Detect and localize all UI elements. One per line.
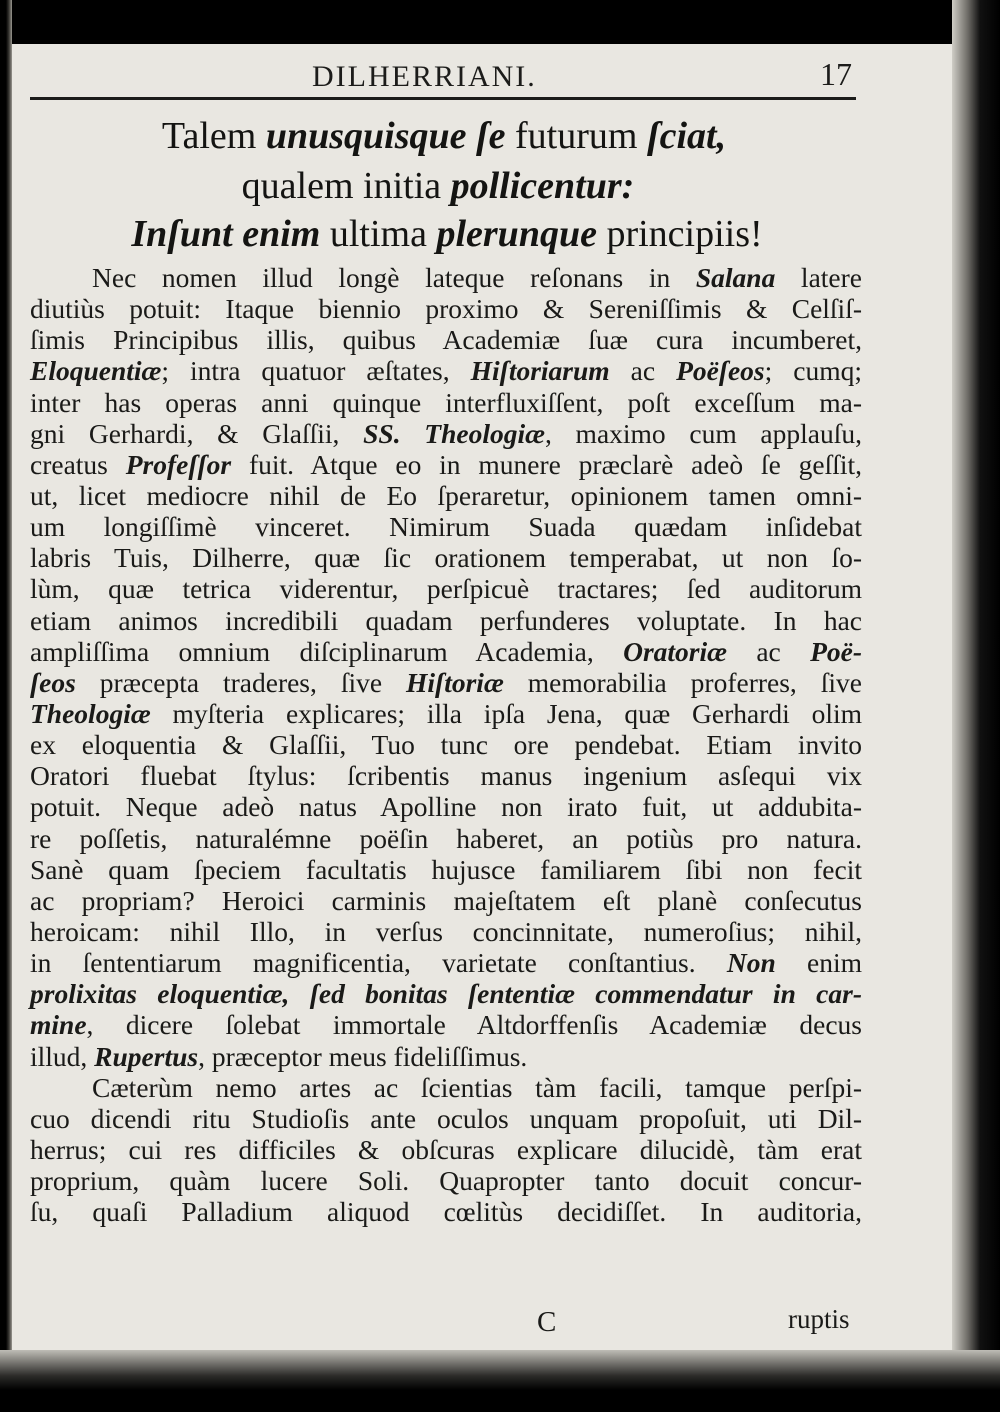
text-run: labris Tuis, Dilherre, quæ ſic orationem temperabat, ut non ſo- bbox=[30, 542, 862, 574]
text-line bbox=[30, 823, 862, 854]
text-run: creatus bbox=[30, 448, 126, 480]
text-run: principiis! bbox=[596, 213, 763, 255]
text-line bbox=[30, 1072, 862, 1103]
text-run: proprium, quàm lucere Soli. Quapropter tanto docuit concur- bbox=[30, 1165, 862, 1197]
text-run: re poſſetis, naturalémne poëſin haberet, an potiùs pro natura. bbox=[30, 822, 862, 854]
text-line bbox=[30, 760, 862, 791]
italic-run: Salana bbox=[695, 262, 776, 293]
italic-run: Poëſeos bbox=[676, 355, 765, 387]
text-line bbox=[30, 1009, 862, 1040]
text-line bbox=[30, 978, 862, 1009]
text-run: , præceptor meus fideliſſimus. bbox=[198, 1040, 528, 1072]
text-run: Sanè quam ſpeciem facultatis hujusce familiarem ſibi non fecit bbox=[30, 853, 862, 885]
running-head: DILHERRIANI. bbox=[312, 60, 537, 93]
text-line bbox=[30, 418, 862, 449]
text-run: enim bbox=[775, 947, 862, 979]
text-run: ac bbox=[727, 635, 811, 667]
text-line bbox=[30, 1196, 862, 1227]
scan-border-top bbox=[0, 0, 1000, 44]
text-line bbox=[30, 698, 862, 729]
text-line bbox=[30, 1103, 862, 1134]
text-run: ſimis Principibus illis, quibus Academiæ ſuæ cura incumberet, bbox=[30, 324, 862, 356]
text-run: cuo dicendi ritu Studioſis ante oculos unquam propoſuit, uti Dil- bbox=[30, 1102, 862, 1134]
text-line bbox=[30, 542, 862, 573]
text-line bbox=[30, 605, 862, 636]
italic-run: Poë- bbox=[810, 635, 862, 667]
italic-run: pollicentur: bbox=[450, 165, 635, 207]
text-run: ; intra quatuor æſtates, bbox=[161, 355, 471, 387]
text-run: ex eloquentia & Glaſſii, Tuo tunc ore pendebat. Etiam invito bbox=[30, 729, 862, 761]
text-line bbox=[30, 511, 862, 542]
scan-border-bottom bbox=[0, 1350, 1000, 1412]
text-line bbox=[30, 449, 862, 480]
text-run: Nec nomen illud longè lateque reſonans in bbox=[92, 262, 696, 293]
signature-mark: C bbox=[537, 1306, 557, 1338]
italic-run: ſciat, bbox=[646, 115, 727, 157]
text-line bbox=[30, 947, 862, 978]
italic-run: Non bbox=[726, 947, 776, 979]
text-run: ſu, quaſi Palladium aliquod cœlitùs decidiſſet. In auditoria, bbox=[30, 1196, 862, 1228]
text-run: gni Gerhardi, & Glaſſii, bbox=[30, 417, 364, 449]
text-run: ut, licet mediocre nihil de Eo ſperaretur, opinionem tamen omni- bbox=[30, 479, 862, 511]
italic-run: Hiſtoriæ bbox=[406, 666, 504, 698]
text-run: fuit. Atque eo in munere præclarè adeò ſe geſſit, bbox=[231, 448, 863, 480]
text-line bbox=[30, 573, 862, 604]
italic-run: Hiſtoriarum bbox=[470, 355, 610, 387]
italic-run: Eloquentiæ bbox=[30, 355, 162, 387]
text-run: heroicam: nihil Illo, in verſus concinnitate, numeroſius; nihil, bbox=[30, 915, 862, 947]
text-run: Cæterùm nemo artes ac ſcientias tàm facili, tamque perſpi- bbox=[92, 1071, 862, 1103]
text-line bbox=[30, 791, 862, 822]
text-line bbox=[30, 729, 862, 760]
header-rule bbox=[30, 97, 856, 100]
text-run: ac propriam? Heroici carminis majeſtatem eſt planè conſecutus bbox=[30, 884, 862, 916]
italic-run: Rupertus bbox=[94, 1040, 199, 1072]
text-line bbox=[30, 885, 862, 916]
text-run: ultima bbox=[320, 213, 437, 255]
text-run: futurum bbox=[505, 115, 647, 157]
motto-line-2 bbox=[0, 164, 938, 208]
text-run: in ſententiarum magnificentia, varietate conſtantius. bbox=[30, 947, 727, 979]
text-line bbox=[30, 667, 862, 698]
text-run: myſteria explicares; illa ipſa Jena, quæ Gerhardi olim bbox=[150, 697, 862, 729]
italic-run: ſeos bbox=[30, 666, 76, 698]
italic-run: Profeſſor bbox=[125, 448, 232, 480]
text-run: memorabilia proferres, ſive bbox=[503, 666, 862, 698]
text-run: ac bbox=[609, 355, 677, 387]
scan-border-right bbox=[952, 0, 1000, 1412]
text-line bbox=[30, 480, 862, 511]
text-run: ; cumq; bbox=[764, 355, 862, 387]
text-line bbox=[30, 293, 862, 324]
page-number: 17 bbox=[820, 56, 852, 92]
text-run: potuit. Neque adeò natus Apolline non irato fuit, ut addubita- bbox=[30, 791, 862, 823]
text-run: qualem initia bbox=[241, 165, 451, 207]
catchword: ruptis bbox=[788, 1304, 850, 1334]
text-run: illud, bbox=[30, 1040, 95, 1072]
text-run: um longiſſimè vinceret. Nimirum Suada quædam inſidebat bbox=[30, 511, 862, 543]
text-line bbox=[30, 636, 862, 667]
italic-run: Inſunt enim bbox=[131, 213, 321, 255]
text-run: lùm, quæ tetrica viderentur, perſpicuè tractares; ſed auditorum bbox=[30, 573, 862, 605]
text-run: Oratori fluebat ſtylus: ſcribentis manus ingenium asſequi vix bbox=[30, 760, 862, 792]
text-line bbox=[30, 1134, 862, 1165]
text-line bbox=[30, 854, 862, 885]
italic-run: plerunque bbox=[436, 213, 597, 255]
body-text bbox=[30, 262, 862, 1227]
text-run: præcepta traderes, ſive bbox=[75, 666, 407, 698]
text-run: etiam animos incredibili quadam perfunderes voluptate. In hac bbox=[30, 604, 862, 636]
motto-line-1 bbox=[0, 114, 944, 158]
italic-run: Oratoriæ bbox=[623, 635, 727, 667]
motto-line-3 bbox=[0, 212, 947, 256]
italic-run: SS. Theologiæ bbox=[363, 417, 545, 449]
text-line bbox=[30, 1041, 862, 1072]
text-run: , maximo cum applauſu, bbox=[544, 417, 862, 449]
text-line bbox=[30, 916, 862, 947]
text-run: , dicere ſolebat immortale Altdorffenſis Academiæ decus bbox=[86, 1009, 862, 1041]
italic-run: unusquisque ſe bbox=[265, 115, 506, 157]
text-run: inter has operas anni quinque interfluxiſſent, poſt exceſſum ma- bbox=[30, 386, 862, 418]
italic-run: prolixitas eloquentiæ, ſed bonitas ſententiæ commendatur in car- bbox=[30, 978, 862, 1010]
italic-run: mine bbox=[30, 1009, 87, 1041]
text-run: diutiùs potuit: Itaque biennio proximo & Sereniſſimis & Celſiſ- bbox=[30, 293, 862, 325]
text-run: ampliſſima omnium diſciplinarum Academia, bbox=[30, 635, 624, 667]
italic-run: Theologiæ bbox=[30, 697, 151, 729]
text-run: latere bbox=[775, 262, 862, 293]
text-line bbox=[30, 324, 862, 355]
text-line bbox=[30, 262, 862, 293]
text-run: herrus; cui res difficiles & obſcuras explicare dilucidè, tàm erat bbox=[30, 1133, 862, 1165]
text-run: Talem bbox=[161, 115, 266, 157]
text-line bbox=[30, 355, 862, 386]
text-line bbox=[30, 1165, 862, 1196]
text-line bbox=[30, 387, 862, 418]
